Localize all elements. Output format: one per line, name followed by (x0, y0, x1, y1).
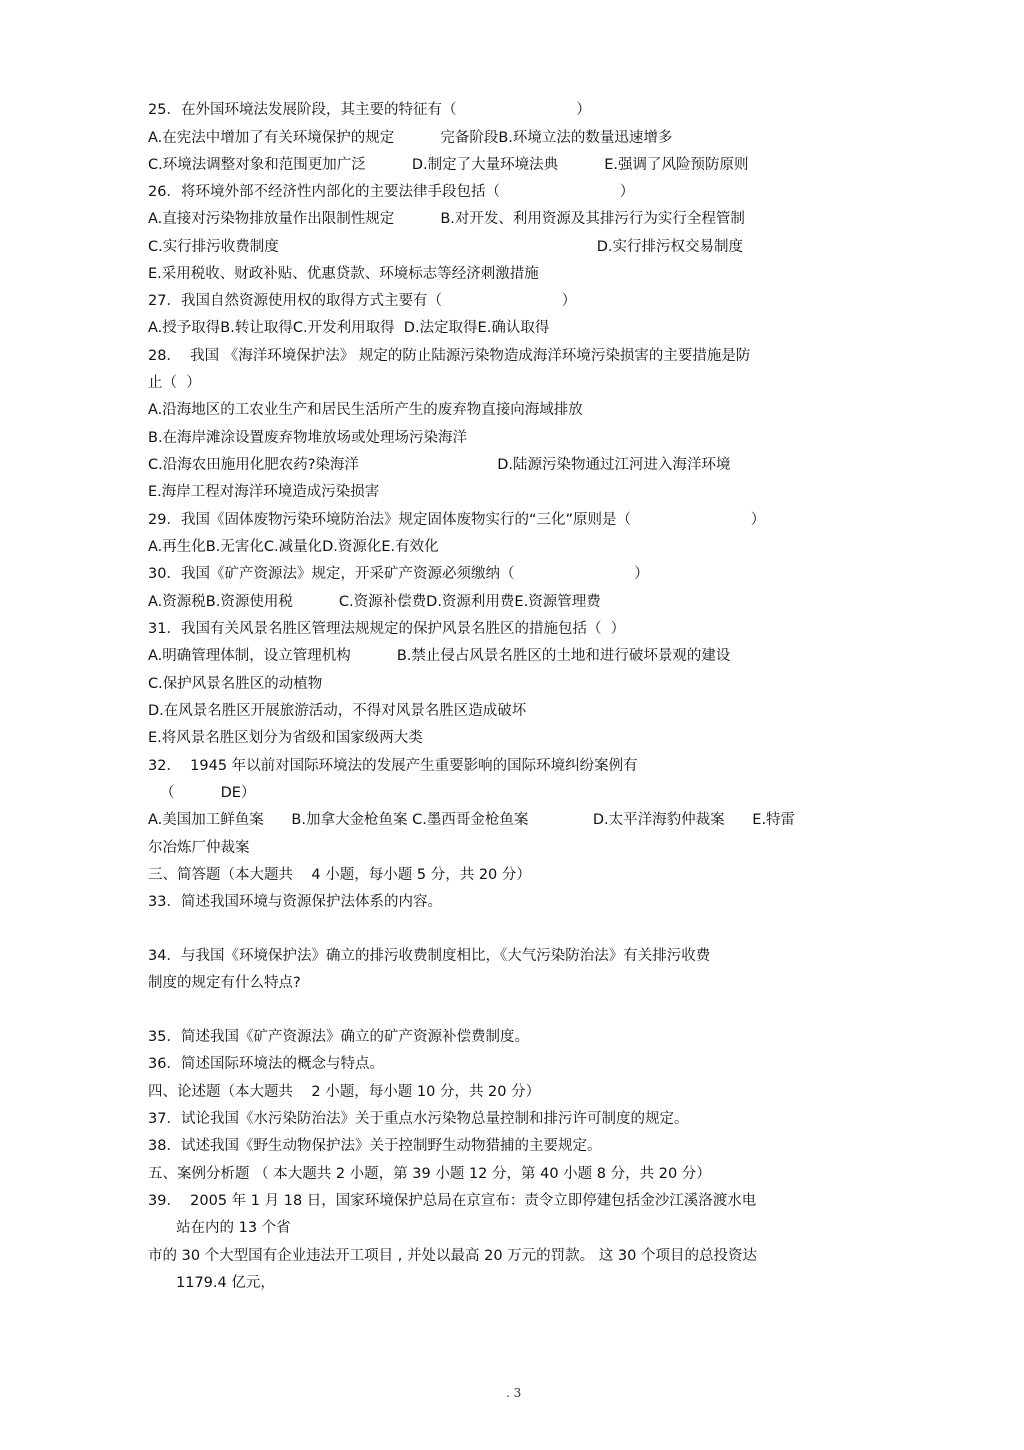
q31-options-ab: A.明确管理体制，设立管理机构 B.禁止侵占风景名胜区的土地和进行破坏景观的建设 (148, 648, 731, 664)
q32-options: A.美国加工鲜鱼案 B.加拿大金枪鱼案 C.墨西哥金枪鱼案 D.太平洋海豹仲裁案 E.特雷 (148, 812, 796, 828)
q32-line: 32． 1945 年以前对国际环境法的发展产生重要影响的国际环境纠纷案例有 (148, 758, 638, 774)
q38-line: 38．试述我国《野生动物保护法》关于控制野生动物猎捕的主要规定。 (148, 1138, 602, 1154)
q28-option-a: A.沿海地区的工农业生产和居民生活所产生的废弃物直接向海域排放 (148, 402, 583, 418)
q39-line-cont: 站在内的 13 个省 (176, 1220, 291, 1236)
q27-options: A.授予取得B.转让取得C.开发利用取得 D.法定取得E.确认取得 (148, 320, 550, 336)
q32-answer: （ DE） (160, 785, 256, 801)
q39-line-2: 市的 30 个大型国有企业违法开工项目 , 并处以最高 20 万元的罚款。 这 30 个项目的总投资达 (148, 1248, 757, 1264)
q30-line: 30．我国《矿产资源法》规定，开采矿产资源必须缴纳（ ） (148, 566, 649, 582)
q35-line: 35．简述我国《矿产资源法》确立的矿产资源补偿费制度。 (148, 1029, 529, 1045)
q31-option-e: E.将风景名胜区划分为省级和国家级两大类 (148, 730, 423, 746)
q34-line: 34．与我国《环境保护法》确立的排污收费制度相比，《大气污染防治法》有关排污收费 (148, 948, 711, 964)
section-3-heading: 三、简答题（本大题共 4 小题，每小题 5 分，共 20 分） (148, 867, 531, 883)
q25-line: 25．在外国环境法发展阶段，其主要的特征有（ ） (148, 102, 591, 118)
q34-line-cont: 制度的规定有什么特点? (148, 975, 301, 991)
q32-options-cont: 尔冶炼厂仲裁案 (148, 840, 250, 856)
q25-options-ab: A.在宪法中增加了有关环境保护的规定 完备阶段B.环境立法的数量迅速增多 (148, 130, 673, 146)
section-4-heading: 四、论述题（本大题共 2 小题，每小题 10 分，共 20 分） (148, 1084, 541, 1100)
q27-line: 27．我国自然资源使用权的取得方式主要有（ ） (148, 293, 577, 309)
q31-line: 31．我国有关风景名胜区管理法规规定的保护风景名胜区的措施包括（ ） (148, 621, 626, 637)
q31-option-c: C.保护风景名胜区的动植物 (148, 676, 323, 692)
q33-line: 33．简述我国环境与资源保护法体系的内容。 (148, 894, 442, 910)
q36-line: 36．简述国际环境法的概念与特点。 (148, 1056, 384, 1072)
q29-line: 29．我国《固体废物污染环境防治法》规定固体废物实行的“三化”原则是（ ） (148, 512, 766, 528)
page-number: . 3 (506, 1386, 522, 1400)
q31-option-d: D.在风景名胜区开展旅游活动，不得对风景名胜区造成破坏 (148, 703, 527, 719)
q28-option-e: E.海岸工程对海洋环境造成污染损害 (148, 484, 380, 500)
q28-options-cd: C.沿海农田施用化肥农药?染海洋 D.陆源污染物通过江河进入海洋环境 (148, 457, 731, 473)
q28-option-b: B.在海岸滩涂设置废弃物堆放场或处理场污染海洋 (148, 430, 468, 446)
q26-options-ab: A.直接对污染物排放量作出限制性规定 B.对开发、利用资源及其排污行为实行全程管制 (148, 211, 745, 227)
q37-line: 37．试论我国《水污染防治法》关于重点水污染物总量控制和排污许可制度的规定。 (148, 1111, 689, 1127)
q26-option-e: E.采用税收、财政补贴、优惠贷款、环境标志等经济刺激措施 (148, 266, 539, 282)
q39-line-2-cont: 1179.4 亿元， (176, 1275, 275, 1291)
q25-options-cde: C.环境法调整对象和范围更加广泛 D.制定了大量环境法典 E.强调了风险预防原则 (148, 157, 749, 173)
q26-options-cd: C.实行排污收费制度 D.实行排污权交易制度 (148, 239, 744, 255)
q29-options: A.再生化B.无害化C.减量化D.资源化E.有效化 (148, 539, 439, 555)
q30-options: A.资源税B.资源使用税 C.资源补偿费D.资源利用费E.资源管理费 (148, 594, 601, 610)
q26-line: 26．将环境外部不经济性内部化的主要法律手段包括（ ） (148, 184, 635, 200)
section-5-heading: 五、案例分析题 （ 本大题共 2 小题，第 39 小题 12 分，第 40 小题 8 分，共 20 分） (148, 1166, 711, 1182)
q28-line: 28． 我国 《海洋环境保护法》 规定的防止陆源污染物造成海洋环境污染损害的主要措施是防 (148, 348, 751, 364)
q39-line: 39． 2005 年 1 月 18 日，国家环境保护总局在京宣布：责令立即停建包括金沙江溪洛渡水电 (148, 1193, 757, 1209)
q28-line-cont: 止（ ） (148, 375, 201, 391)
